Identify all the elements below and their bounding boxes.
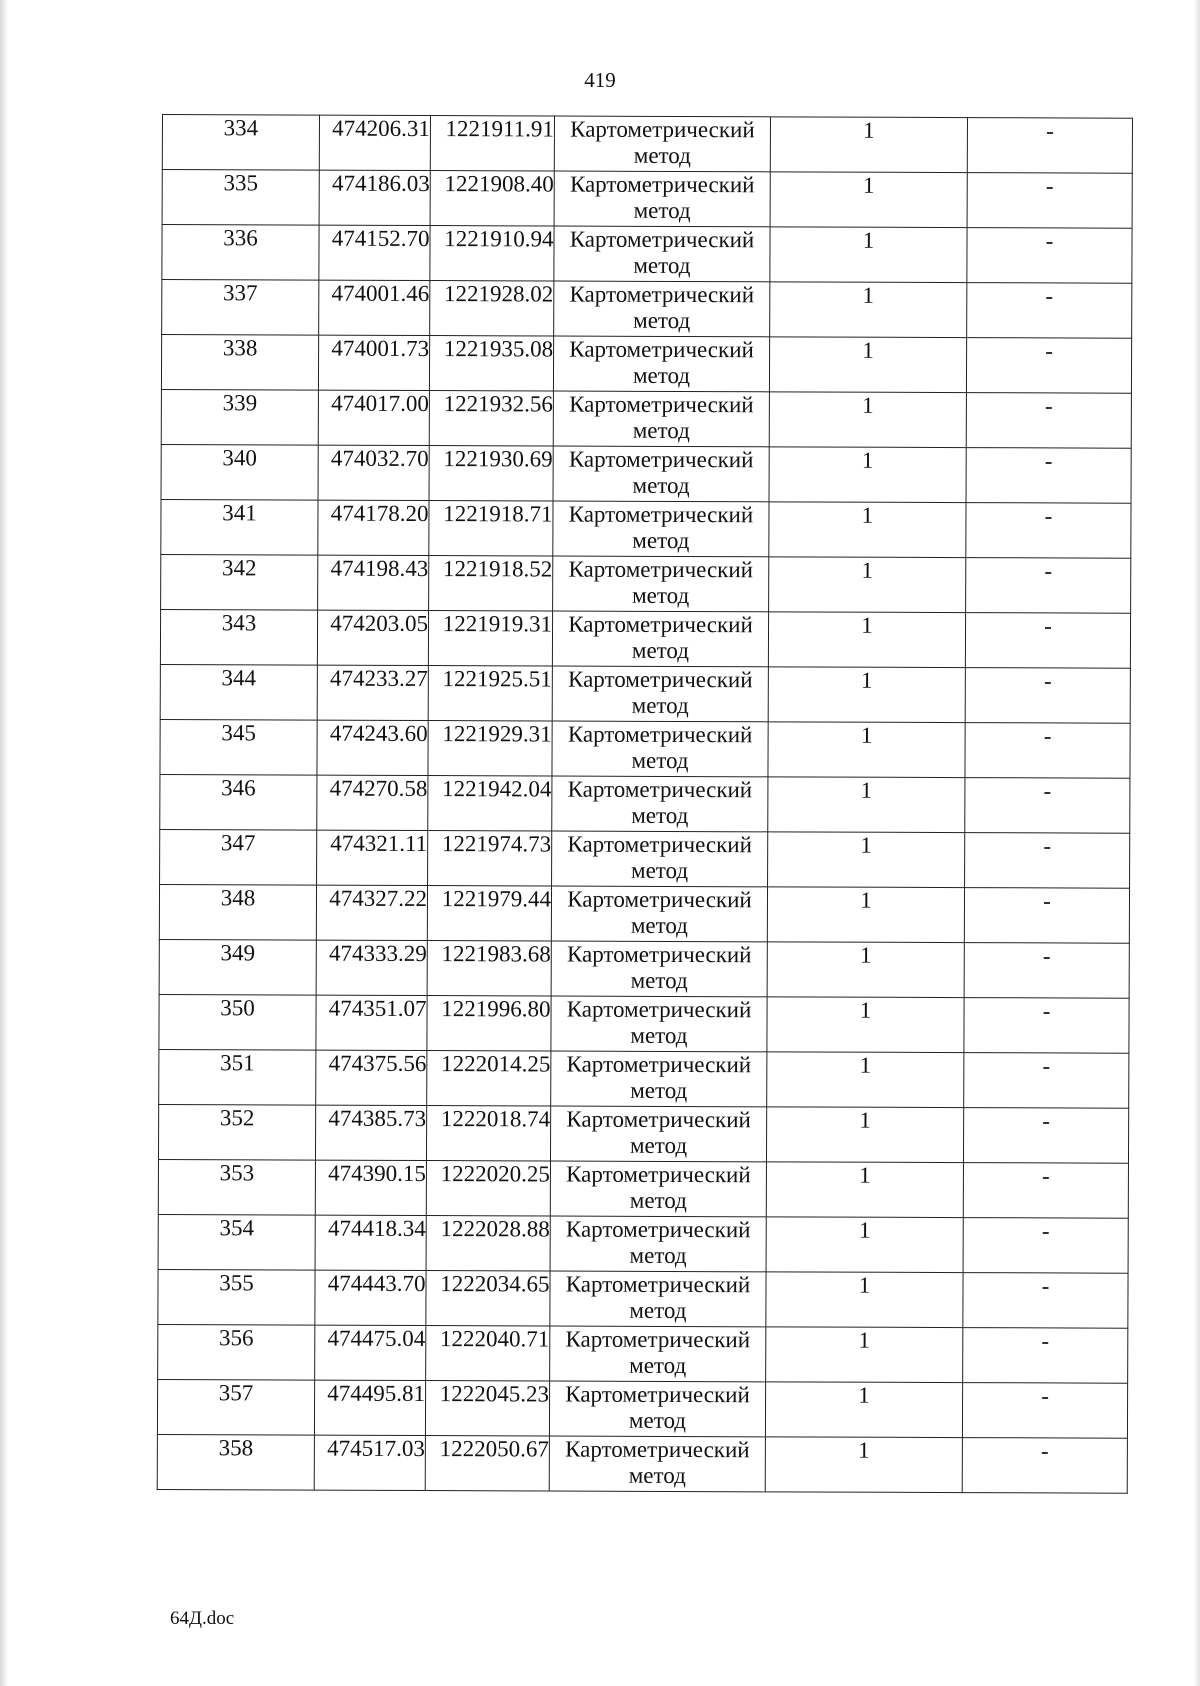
coordinate-x-cell: 474206.31 [319,115,430,170]
method-line-1: Картометрический [568,611,753,638]
accuracy-cell: 1 [768,777,965,833]
method-line-1: Картометрический [569,171,755,198]
coordinate-x-cell: 474351.07 [316,995,427,1050]
method-line-1: Картометрический [566,941,752,968]
table-row [161,335,1131,394]
coordinate-y-cell: 1221974.73 [428,831,552,886]
method-cell [551,1051,767,1107]
method-line-2: метод [632,582,690,609]
coordinate-y-cell: 1221925.51 [428,666,552,721]
coordinate-x-cell: 474032.70 [318,445,429,500]
coordinate-y-cell: 1222018.74 [426,1106,550,1161]
method-cell [552,666,768,722]
accuracy-cell: 1 [770,282,967,338]
description-cell: - [962,1438,1127,1494]
description-cell: - [964,998,1129,1054]
point-number-cell: 335 [162,170,319,226]
method-line-1: Картометрический [567,886,752,913]
coordinate-y-cell: 1222045.23 [425,1381,549,1436]
table-row [158,1159,1128,1218]
table-row [161,389,1131,448]
table-row [158,1214,1128,1273]
accuracy-cell: 1 [765,1437,962,1493]
method-cell [553,501,769,557]
coordinates-table-body [157,115,1132,1494]
coordinate-x-cell: 474243.60 [317,720,428,775]
coordinate-x-cell: 474233.27 [317,665,428,720]
method-cell [550,1106,766,1162]
accuracy-cell: 1 [770,227,967,283]
coordinate-y-cell: 1222020.25 [426,1161,550,1216]
accuracy-cell: 1 [770,117,967,173]
method-cell [554,171,770,227]
point-number-cell: 350 [159,994,316,1050]
description-cell: - [966,448,1131,504]
method-line-1: Картометрический [568,556,754,583]
method-line-2: метод [632,472,690,499]
method-cell [551,886,767,942]
method-line-2: метод [631,637,690,664]
table-row [159,939,1129,998]
coordinate-x-cell: 474321.11 [317,830,428,885]
description-cell: - [965,778,1130,834]
description-cell: - [966,558,1131,614]
coordinate-y-cell: 1221932.56 [429,391,553,446]
method-cell [550,1326,766,1382]
table-row [160,664,1130,723]
method-cell [551,996,767,1052]
method-line-2: метод [630,912,688,939]
method-line-2: метод [631,802,689,829]
accuracy-cell: 1 [766,1217,963,1273]
point-number-cell: 349 [159,939,316,995]
coordinate-x-cell: 474198.43 [318,555,429,610]
point-number-cell: 346 [160,774,317,830]
point-number-cell: 356 [158,1324,315,1380]
point-number-cell: 339 [161,389,318,445]
description-cell: - [967,283,1132,339]
description-cell: - [966,503,1131,559]
method-cell [553,446,769,502]
method-cell [552,721,768,777]
table-row [162,115,1132,174]
coordinate-x-cell: 474186.03 [319,170,430,225]
table-row [159,994,1129,1053]
method-line-2: метод [629,1352,687,1379]
method-line-2: метод [630,967,688,994]
description-cell: - [965,668,1130,724]
accuracy-cell: 1 [767,997,964,1053]
coordinate-x-cell: 474495.81 [314,1380,425,1435]
coordinate-y-cell: 1221979.44 [427,886,551,941]
accuracy-cell: 1 [769,557,966,613]
method-line-1: Картометрический [565,1271,751,1298]
description-cell: - [964,888,1129,944]
coordinate-y-cell: 1221910.94 [430,226,554,281]
table-row [158,1104,1128,1163]
point-number-cell: 342 [161,554,318,610]
point-number-cell: 337 [162,280,319,336]
point-number-cell: 336 [162,225,319,281]
accuracy-cell: 1 [767,942,964,998]
method-line-2: метод [633,197,691,224]
coordinate-y-cell: 1221908.40 [430,171,554,226]
method-line-2: метод [632,417,690,444]
method-cell [552,776,768,832]
coordinate-x-cell: 474517.03 [314,1435,425,1490]
method-cell [554,226,770,282]
accuracy-cell: 1 [768,722,965,778]
description-cell: - [966,393,1131,449]
table-row [162,170,1132,229]
coordinate-y-cell: 1221928.02 [430,281,554,336]
point-number-cell: 340 [161,444,318,500]
method-cell [550,1216,766,1272]
accuracy-cell: 1 [770,172,967,228]
coordinate-y-cell: 1221911.91 [430,116,554,171]
method-line-1: Картометрический [565,1216,751,1243]
coordinate-x-cell: 474001.73 [318,335,429,390]
method-line-1: Картометрический [567,776,753,803]
coordinates-table [157,114,1133,1494]
point-number-cell: 345 [160,719,317,775]
description-cell: - [964,943,1129,999]
method-line-1: Картометрический [569,281,755,308]
accuracy-cell: 1 [768,832,965,888]
table-row [157,1434,1127,1493]
accuracy-cell: 1 [766,1272,963,1328]
point-number-cell: 358 [157,1434,314,1490]
description-cell: - [965,723,1130,779]
table-row [158,1269,1128,1328]
table-row [162,280,1132,339]
coordinate-x-cell: 474333.29 [316,940,427,995]
description-cell: - [965,833,1130,889]
accuracy-cell: 1 [769,502,966,558]
method-cell [552,831,768,887]
method-cell [551,941,767,997]
method-line-1: Картометрический [568,446,754,473]
coordinate-x-cell: 474390.15 [315,1160,426,1215]
point-number-cell: 341 [161,499,318,555]
method-line-2: метод [628,1462,686,1489]
method-line-2: метод [630,1022,688,1049]
coordinate-x-cell: 474375.56 [316,1050,427,1105]
coordinate-y-cell: 1221935.08 [429,336,553,391]
method-line-1: Картометрический [566,1051,752,1078]
point-number-cell: 343 [160,609,317,665]
coordinate-x-cell: 474152.70 [319,225,430,280]
coordinate-y-cell: 1221929.31 [428,721,552,776]
method-line-2: метод [630,1077,688,1104]
description-cell: - [967,228,1132,284]
accuracy-cell: 1 [769,447,966,503]
method-line-2: метод [629,1297,687,1324]
method-line-1: Картометрический [566,1161,751,1188]
method-line-1: Картометрический [566,1106,751,1133]
method-line-1: Картометрический [570,116,755,143]
point-number-cell: 353 [158,1159,315,1215]
method-line-2: метод [632,527,690,554]
description-cell: - [963,1273,1128,1329]
coordinate-y-cell: 1221983.68 [427,941,551,996]
coordinate-y-cell: 1221918.52 [429,556,553,611]
point-number-cell: 351 [159,1049,316,1105]
method-line-1: Картометрический [565,1326,751,1353]
coordinate-x-cell: 474001.46 [319,280,430,335]
scan-edge-left [0,0,8,1686]
method-line-1: Картометрический [568,501,754,528]
coordinate-y-cell: 1222040.71 [426,1326,550,1381]
description-cell: - [967,118,1132,174]
point-number-cell: 357 [157,1379,314,1435]
accuracy-cell: 1 [766,1162,963,1218]
accuracy-cell: 1 [766,1107,963,1163]
method-line-2: метод [632,362,691,389]
coordinate-y-cell: 1222028.88 [426,1216,550,1271]
method-line-1: Картометрический [569,226,755,253]
method-line-1: Картометрический [568,666,753,693]
method-cell [553,391,769,447]
method-cell [553,336,769,392]
method-line-2: метод [629,1132,688,1159]
table-row [159,1049,1129,1108]
coordinate-x-cell: 474475.04 [315,1325,426,1380]
method-line-2: метод [629,1242,687,1269]
method-line-1: Картометрический [565,1381,750,1408]
accuracy-cell: 1 [768,667,965,723]
point-number-cell: 334 [162,115,319,171]
coordinate-x-cell: 474327.22 [316,885,427,940]
method-line-2: метод [633,142,691,169]
accuracy-cell: 1 [768,612,965,668]
method-line-1: Картометрический [567,721,753,748]
document-filename: 64Д.doc [170,1608,235,1629]
method-line-1: Картометрический [569,391,754,418]
description-cell: - [963,1218,1128,1274]
method-line-2: метод [631,747,689,774]
accuracy-cell: 1 [765,1382,962,1438]
coordinate-y-cell: 1221919.31 [428,611,552,666]
point-number-cell: 352 [158,1104,315,1160]
point-number-cell: 354 [158,1214,315,1270]
point-number-cell: 344 [160,664,317,720]
accuracy-cell: 1 [767,887,964,943]
method-line-1: Картометрический [567,831,752,858]
description-cell: - [965,613,1130,669]
coordinate-x-cell: 474385.73 [315,1105,426,1160]
page-number: 419 [584,68,616,92]
method-line-2: метод [631,857,689,884]
description-cell: - [963,1328,1128,1384]
coordinate-x-cell: 474443.70 [315,1270,426,1325]
method-cell [550,1271,766,1327]
method-line-2: метод [628,1407,687,1434]
description-cell: - [963,1163,1128,1219]
coordinate-x-cell: 474270.58 [317,775,428,830]
method-line-1: Картометрический [569,336,754,363]
description-cell: - [964,1053,1129,1109]
method-cell [552,611,768,667]
table-row [160,774,1130,833]
accuracy-cell: 1 [766,1327,963,1383]
method-line-2: метод [631,692,689,719]
coordinate-y-cell: 1221930.69 [429,446,553,501]
point-number-cell: 355 [158,1269,315,1325]
method-cell [550,1161,766,1217]
coordinate-y-cell: 1221942.04 [428,776,552,831]
coordinate-y-cell: 1221996.80 [427,996,551,1051]
table-row [158,1324,1128,1383]
table-row [162,225,1132,284]
description-cell: - [967,173,1132,229]
coordinate-y-cell: 1222034.65 [426,1271,550,1326]
coordinate-x-cell: 474418.34 [315,1215,426,1270]
table-row [160,829,1130,888]
coordinate-x-cell: 474178.20 [318,500,429,555]
coordinate-x-cell: 474203.05 [317,610,428,665]
accuracy-cell: 1 [767,1052,964,1108]
table-row [161,499,1131,558]
method-cell [553,556,769,612]
method-cell [554,116,770,172]
method-cell [549,1436,765,1492]
table-row [157,1379,1127,1438]
description-cell: - [962,1383,1127,1439]
coordinate-y-cell: 1221918.71 [429,501,553,556]
table-row [161,554,1131,613]
coordinate-y-cell: 1222050.67 [425,1436,549,1491]
table-row [160,719,1130,778]
point-number-cell: 348 [159,884,316,940]
point-number-cell: 347 [160,829,317,885]
coordinate-y-cell: 1222014.25 [427,1051,551,1106]
method-cell [549,1381,765,1437]
method-line-2: метод [629,1187,687,1214]
description-cell: - [963,1108,1128,1164]
method-line-2: метод [633,252,691,279]
method-line-2: метод [633,307,691,334]
table-row [159,884,1129,943]
coordinate-x-cell: 474017.00 [318,390,429,445]
accuracy-cell: 1 [769,337,966,393]
method-cell [554,281,770,337]
method-line-1: Картометрический [565,1436,750,1463]
scan-edge-right [1194,0,1200,1686]
point-number-cell: 338 [161,335,318,391]
description-cell: - [966,338,1131,394]
table-row [160,609,1130,668]
accuracy-cell: 1 [769,392,966,448]
table-row [161,444,1131,503]
method-line-1: Картометрический [566,996,752,1023]
